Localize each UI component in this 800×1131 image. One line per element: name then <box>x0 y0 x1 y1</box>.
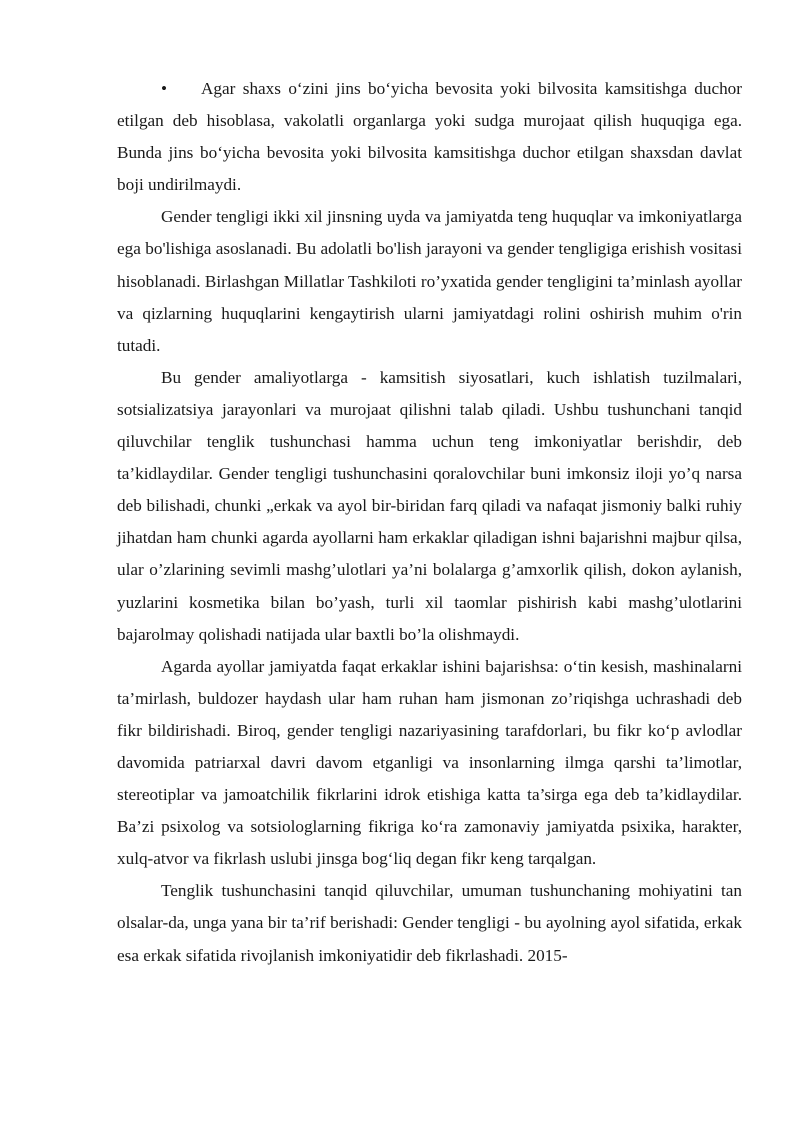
document-body <box>117 73 742 972</box>
paragraph-2: Gender tengligi ikki xil jinsning uyda va jamiyatda teng huquqlar va imkoniyatlarga ega bo'lishiga asoslanadi. Bu adolatli bo'lish jarayoni va gender tengligiga erishish vositasi hisoblanadi. Birlashgan Millatlar Tashkiloti ro’yxatida gender tengligini ta’minlash ayollar va qizlarning huquqlarini kengaytirish ularni jamiyatdagi rolini oshirish muhim o'rin tutadi. <box>117 207 742 355</box>
paragraph-4: Agarda ayollar jamiyatda faqat erkaklar ishini bajarishsa: o‘tin kesish, mashinalarni ta’mirlash, buldozer haydash ular ham ruhan ham jismonan zo’riqishga uchrashadi deb fikr bildirishadi. Biroq, gender tengligi nazariyasining tarafdorlari, bu fikr ko‘p avlodlar davomida patriarxal davri davom etganligi va insonlarning ilmga qarshi ta’limotlar, stereotiplar va jamoatchilik fikrlarini idrok etishiga katta ta’sirga ega deb ta’kidlaydilar. Ba’zi psixolog va sotsiologlarning fikriga ko‘ra zamonaviy jamiyatda psixika, harakter, xulq-atvor va fikrlash uslubi jinsga bog‘liq degan fikr keng tarqalgan. <box>117 656 742 869</box>
paragraph-3: Bu gender amaliyotlarga - kamsitish siyosatlari, kuch ishlatish tuzilmalari, sotsializatsiya jarayonlari va murojaat qilishni talab qiladi. Ushbu tushunchani tanqid qiluvchilar tenglik tushunchasi hamma uchun teng imkoniyatlar berishdir, deb ta’kidlaydilar. Gender tengligi tushunchasini qoralovchilar buni imkonsiz iloji yo’q narsa deb bilishadi, chunki „erkak va ayol bir-biridan farq qiladi va nafaqat jismoniy balki ruhiy jihatdan ham chunki agarda ayollarni ham erkaklar qiladigan ishni bajarishni majbur qilsa, ular o’zlarining sevimli mashg’ulotlari ya’ni bolalarga g’amxorlik qilish, dokon aylanish, yuzlarini kosmetika bilan bo’yash, turli xil taomlar pishirish kabi mashg’ulotlarini bajarolmay qolishadi natijada ular baxtli bo’la olishmaydi. <box>117 367 742 644</box>
bullet-paragraph <box>117 73 742 201</box>
paragraph-5: Tenglik tushunchasini tanqid qiluvchilar, umuman tushunchaning mohiyatini tan olsalar-da, unga yana bir ta’rif berishadi: Gender tengligi - bu ayolning ayol sifatida, erkak esa erkak sifatida rivojlanish imkoniyatidir deb fikrlashadi. 2015- <box>117 881 742 965</box>
bullet-icon: • <box>161 79 168 98</box>
paragraph-1-text: Agar shaxs o‘zini jins bo‘yicha bevosita yoki bilvosita kamsitishga duchor etilgan deb hisoblasa, vakolatli organlarga yoki sudga murojaat qilish huquqiga ega. Bunda jins bo‘yicha bevosita yoki bilvosita kamsitishga duchor etilgan shaxsdan davlat boji undirilmaydi. <box>117 79 742 195</box>
